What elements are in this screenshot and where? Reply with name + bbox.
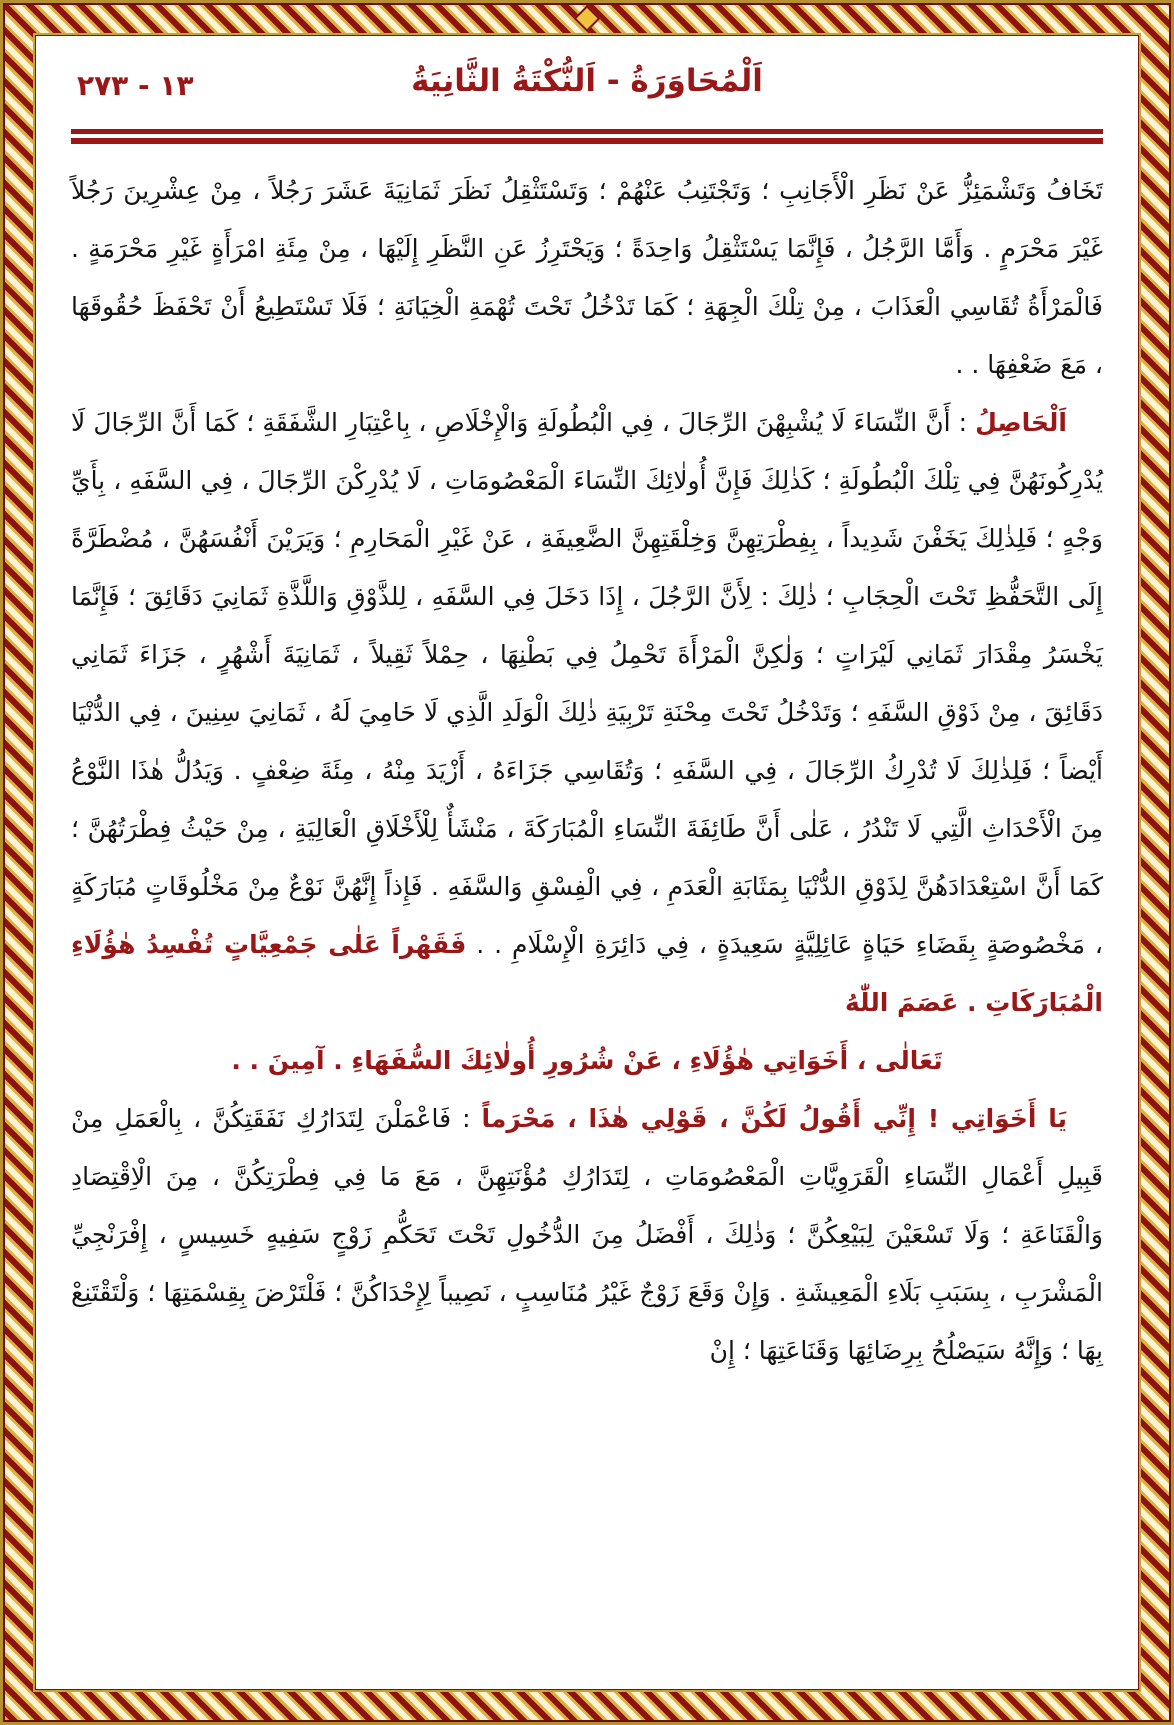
diamond-ornament-icon (574, 5, 601, 32)
page-title: اَلْمُحَاوَرَةُ - اَلنُّكْتَةُ الثَّانِيَةُ (411, 63, 763, 99)
paragraph-3-lead: يَا أَخَوَاتِي ! إِنِّي أَقُولُ لَكُنَّ ، قَوْلِي هٰذَا ، مَحْرَماً (481, 1104, 1067, 1133)
divider-bar-bottom (71, 138, 1103, 144)
divider-bar-top (71, 129, 1103, 134)
page-header (71, 61, 1103, 113)
paragraph-2-lead: اَلْحَاصِلُ (975, 408, 1067, 437)
paragraph-3-text: : فَاعْمَلْنَ لِتَدَارُكِ نَفَقَتِكُنَّ ، بِالْعَمَلِ مِنْ قَبِيلِ أَعْمَالِ النِّسَاءِ الْقَرَوِيَّاتِ الْمَعْصُومَاتِ ، لِتَدَارُكِ مُؤْنَتِهِنَّ ، مَعَ مَا فِي فِطْرَتِكُنَّ ، مِنَ الْاِقْتِصَادِ وَالْقَنَاعَةِ ؛ وَلَا تَسْعَيْنَ لِبَيْعِكُنَّ ؛ وَذٰلِكَ ، أَفْضَلُ مِنَ الدُّخُولِ تَحْتَ تَحَكُّمِ زَوْجٍ سَفِيهٍ خَسِيسٍ ، إِفْرَنْجِيِّ الْمَشْرَبِ ، بِسَبَبِ بَلَاءِ الْمَعِيشَةِ . وَإِنْ وَقَعَ زَوْجٌ غَيْرُ مُنَاسِبٍ ، نَصِيباً لِإِحْدَاكُنَّ ؛ فَلْتَرْضَ بِقِسْمَتِهَا ؛ وَلْتَقْتَنِعْ بِهَا ؛ وَإِنَّهُ سَيَصْلُحُ بِرِضَائِهَا وَقَنَاعَتِهَا ؛ إِنْ (71, 1104, 1103, 1365)
paragraph-2-red-closing: تَعَالٰى ، أَخَوَاتِي هٰؤُلَاءِ ، عَنْ شُرُورِ أُولٰائِكَ السُّفَهَاءِ . آمِينَ . . (231, 1046, 943, 1075)
page-number-label: ١٣ - ٢٧٣ (77, 69, 194, 102)
body-text (71, 162, 1103, 1380)
paragraph-1 (71, 162, 1103, 394)
paragraph-2-red-text: فَقَهْراً عَلٰى جَمْعِيَّاتٍ تُفْسِدُ هٰؤُلَاءِ الْمُبَارَكَاتِ . عَصَمَ اللّٰهُ (71, 930, 1103, 1017)
paragraph-2 (71, 394, 1103, 1032)
paragraph-2-text: : أَنَّ النِّسَاءَ لَا يُشْبِهْنَ الرِّجَالَ ، فِي الْبُطُولَةِ وَالْإِخْلَاصِ ، بِاعْتِبَارِ الشَّفَقَةِ ؛ كَمَا أَنَّ الرِّجَالَ لَا يُدْرِكُونَهُنَّ فِي تِلْكَ الْبُطُولَةِ ؛ كَذٰلِكَ فَإِنَّ أُولٰائِكَ النِّسَاءَ الْمَعْصُومَاتِ ، لَا يُدْرِكْنَ الرِّجَالَ ، فِي السَّفَهِ ، بِأَيِّ وَجْهٍ ؛ فَلِذٰلِكَ يَخَفْنَ شَدِيداً ، بِفِطْرَتِهِنَّ وَخِلْقَتِهِنَّ الضَّعِيفَةِ ، عَنْ غَيْرِ الْمَحَارِمِ ؛ وَيَرَيْنَ أَنْفُسَهُنَّ ، مُضْطَرَّةً إِلَى التَّحَفُّظِ تَحْتَ الْحِجَابِ ؛ ذٰلِكَ : لِأَنَّ الرَّجُلَ ، إِذَا دَخَلَ فِي السَّفَهِ ، لِلذَّوْقِ وَاللَّذَّةِ ثَمَانِيَ دَقَائِقَ ؛ فَإِنَّمَا يَخْسَرُ مِقْدَارَ ثَمَانِي لَيْرَاتٍ ؛ وَلٰكِنَّ الْمَرْأَةَ تَحْمِلُ فِي بَطْنِهَا ، حِمْلاً ثَقِيلاً ، ثَمَانِيَةَ أَشْهُرٍ ، جَزَاءَ ثَمَانِي دَقَائِقَ ، مِنْ ذَوْقِ السَّفَهِ ؛ وَتَدْخُلُ تَحْتَ مِحْنَةِ تَرْبِيَةِ ذٰلِكَ الْوَلَدِ الَّذِي لَا حَامِيَ لَهُ ، ثَمَانِيَ سِنِينَ ، فِي الدُّنْيَا أَيْضاً ؛ فَلِذٰلِكَ لَا تُدْرِكُ الرِّجَالَ ، فِي السَّفَهِ ؛ وَتُقَاسِي جَزَاءَهُ ، أَزْيَدَ مِنْهُ ، مِئَةَ ضِعْفٍ . وَيَدُلُّ هٰذَا النَّوْعُ مِنَ الْأَحْدَاثِ الَّتِي لَا تَنْدُرُ ، عَلٰى أَنَّ طَائِفَةَ النِّسَاءِ الْمُبَارَكَةَ ، مَنْشَأٌ لِلْأَخْلَاقِ الْعَالِيَةِ ، مِنْ حَيْثُ فِطْرَتُهُنَّ ؛ كَمَا أَنَّ اسْتِعْدَادَهُنَّ لِذَوْقِ الدُّنْيَا بِمَثَابَةِ الْعَدَمِ ، فِي الْفِسْقِ وَالسَّفَهِ . فَإِذاً إِنَّهُنَّ نَوْعٌ مِنْ مَخْلُوقَاتٍ مُبَارَكَةٍ ، مَخْصُوصَةٍ بِقَضَاءِ حَيَاةٍ عَائِلِيَّةٍ سَعِيدَةٍ ، فِي دَائِرَةِ الْإِسْلَامِ . . (71, 408, 1103, 959)
paragraph-1-text: تَخَافُ وَتَشْمَئِزُّ عَنْ نَظَرِ الْأَجَانِبِ ؛ وَتَجْتَنِبُ عَنْهُمْ ؛ وَتَسْتَثْقِلُ نَظَرَ ثَمَانِيَةَ عَشَرَ رَجُلاً ، مِنْ عِشْرِينَ رَجُلاً غَيْرَ مَحْرَمٍ . وَأَمَّا الرَّجُلُ ، فَإِنَّمَا يَسْتَثْقِلُ وَاحِدَةً ؛ وَيَحْتَرِزُ عَنِ النَّظَرِ إِلَيْهَا ، مِنْ مِئَةِ امْرَأَةٍ غَيْرِ مَحْرَمَةٍ . فَالْمَرْأَةُ تُقَاسِي الْعَذَابَ ، مِنْ تِلْكَ الْجِهَةِ ؛ كَمَا تَدْخُلُ تَحْتَ تُهْمَةِ الْخِيَانَةِ ؛ فَلَا تَسْتَطِيعُ أَنْ تَحْفَظَ حُقُوقَهَا ، مَعَ ضَعْفِهَا . . (71, 176, 1103, 379)
header-divider (71, 129, 1103, 144)
page-sheet (33, 33, 1141, 1692)
paragraph-3 (71, 1090, 1103, 1380)
